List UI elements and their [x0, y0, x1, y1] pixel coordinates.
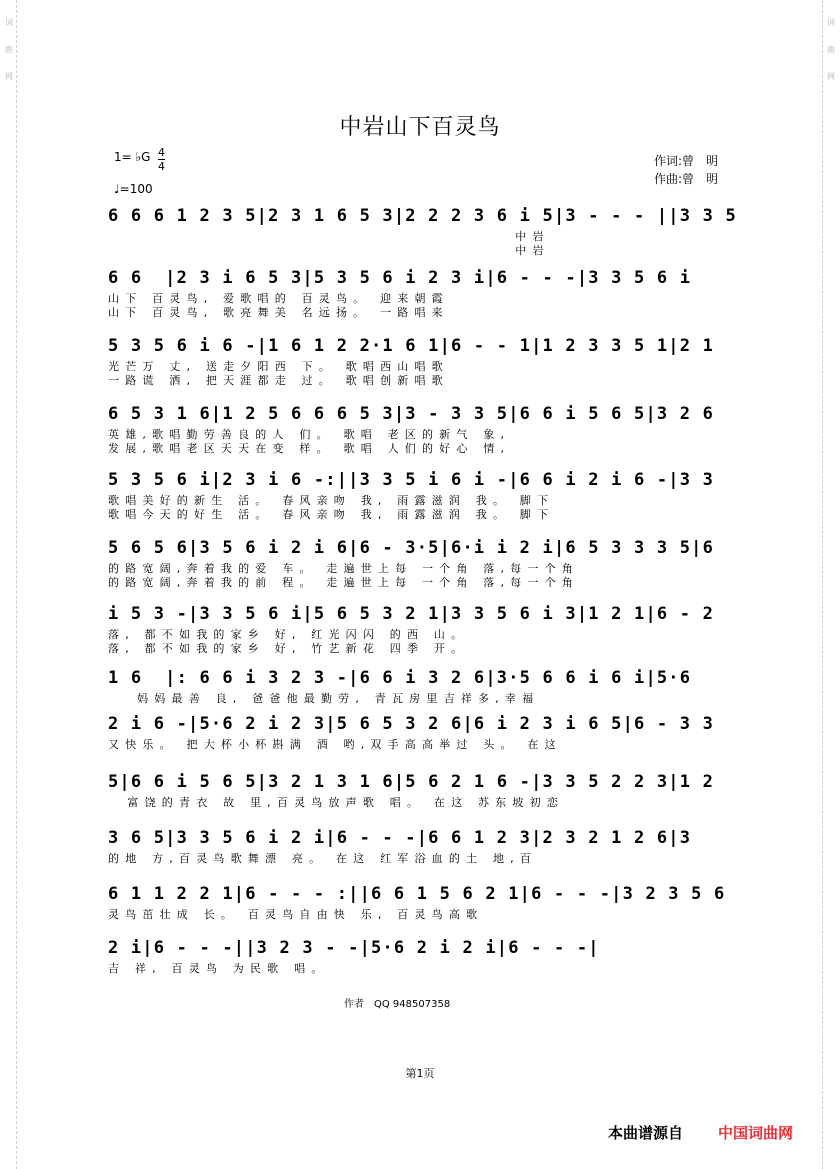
- score-row: [108, 336, 748, 400]
- site-name: 中国词曲网: [718, 1124, 794, 1142]
- score-row: [108, 206, 748, 270]
- notation-line: 3 6 5|3 3 5 6 i 2 i|6 - - -|6 6 1 2 3|2 3 2 1 2 6|3: [108, 828, 692, 848]
- score-row: [108, 714, 748, 778]
- watermark-char: 网: [827, 72, 835, 81]
- notation-line: 5 3 5 6 i|2 3 i 6 -:||3 3 5 i 6 i -|6 6 i 2 i 6 -|3 3: [108, 470, 715, 490]
- lyric-line-2: 发展,歌唱老区天天在变 样。 歌唱 人们的好心 情,: [108, 442, 511, 455]
- notation-line: 6 6 6 1 2 3 5|2 3 1 6 5 3|2 2 2 3 6 i 5|3 - - - ||3 3 5: [108, 206, 737, 226]
- notation-line: i 5 3 -|3 3 5 6 i|5 6 5 3 2 1|3 3 5 6 i 3|1 2 1|6 - 2: [108, 604, 715, 624]
- notation-line: 6 5 3 1 6|1 2 5 6 6 6 5 3|3 - 3 3 5|6 6 i 5 6 5|3 2 6: [108, 404, 715, 424]
- time-signature-top: 4: [158, 146, 165, 159]
- lyric-line-2: 的路宽阔,奔着我的前 程。 走遍世上每 一个角 落,每一个角: [108, 576, 579, 589]
- lyric-line-2: 落, 都不如我的家乡 好, 竹艺新花 四季 开。: [108, 642, 469, 655]
- lyric-line-2: [108, 922, 748, 936]
- notation-line: 2 i 6 -|5·6 2 i 2 3|5 6 5 3 2 6|6 i 2 3 i 6 5|6 - 3 3: [108, 714, 715, 734]
- lyric-line-2: [108, 752, 748, 766]
- watermark-char: 曲: [5, 45, 13, 54]
- page-number: 第1页: [405, 1067, 435, 1080]
- lyric-line-2: 中岩: [108, 244, 550, 257]
- song-title: 中岩山下百灵鸟: [339, 115, 501, 140]
- notation-line: 1 6 |: 6 6 i 3 2 3 -|6 6 i 3 2 6|3·5 6 6 i 6 i|5·6: [108, 668, 692, 688]
- left-watermark: [2, 0, 16, 1169]
- composer-credit: 作曲:曾 明: [654, 172, 719, 186]
- notation-line: 5|6 6 i 5 6 5|3 2 1 3 1 6|5 6 2 1 6 -|3 3 5 2 2 3|1 2: [108, 772, 715, 792]
- time-signature: [158, 146, 165, 173]
- watermark-char: 词: [827, 18, 835, 27]
- right-margin-line: [822, 0, 823, 1169]
- notation-line: 5 3 5 6 i 6 -|1 6 1 2 2·1 6 1|6 - - 1|1 2 3 3 5 1|2 1: [108, 336, 715, 356]
- lyric-line-1: 灵鸟茁壮成 长。 百灵鸟自由快 乐, 百灵鸟高歌: [108, 908, 484, 921]
- score-row: [108, 538, 748, 602]
- lyric-line-2: [108, 810, 748, 824]
- score-row: [108, 470, 748, 534]
- watermark-char: 网: [5, 72, 13, 81]
- key-signature: 1= ♭G: [114, 150, 151, 164]
- notation-line: 6 6 |2 3 i 6 5 3|5 3 5 6 i 2 3 i|6 - - -|3 3 5 6 i: [108, 268, 692, 288]
- lyric-line-1: 吉 祥, 百灵鸟 为民歌 唱。: [108, 962, 329, 975]
- lyric-line-1: 又快乐。 把大杯小杯斟满 酒 哟,双手高高举过 头。 在这: [108, 738, 562, 751]
- lyricist-credit: 作词:曾 明: [654, 154, 719, 168]
- author-contact: 作者 QQ 948507358: [344, 999, 451, 1010]
- lyric-line-2: 歌唱今天的好生 活。 春风亲吻 我, 雨露滋润 我。 脚下: [108, 508, 555, 521]
- tempo-marking: ♩=100: [114, 182, 153, 196]
- lyric-line-2: [108, 976, 748, 990]
- lyric-line-2: 山下 百灵鸟, 歌亮舞美 名远扬。 一路唱来: [108, 306, 449, 319]
- lyric-line-1: 的路宽阔,奔着我的爱 车。 走遍世上每 一个角 落,每一个角: [108, 562, 579, 575]
- lyric-line-2: [108, 866, 748, 880]
- score-row: [108, 604, 748, 668]
- lyric-line-1: 光芒万 丈, 送走夕阳西 下。 歌唱西山唱歌: [108, 360, 449, 373]
- lyric-line-1: 山下 百灵鸟, 爱歌唱的 百灵鸟。 迎来朝霞: [108, 292, 449, 305]
- lyric-line-1: 歌唱美好的新生 活。 春风亲吻 我, 雨露滋润 我。 脚下: [108, 494, 555, 507]
- watermark-char: 词: [5, 18, 13, 27]
- lyric-line-1: 妈妈最善 良, 爸爸他最勤劳, 青瓦房里吉祥多,幸福: [108, 692, 540, 705]
- source-label: 本曲谱源自: [608, 1124, 684, 1142]
- score-row: [108, 828, 748, 892]
- score-row: [108, 938, 748, 1002]
- lyric-line-1: 富饶的青衣 故 里,百灵鸟放声歌 唱。 在这 苏东坡初恋: [108, 796, 564, 809]
- score-row: [108, 772, 748, 836]
- left-margin-line: [16, 0, 17, 1169]
- watermark-char: 曲: [827, 45, 835, 54]
- score-row: [108, 268, 748, 332]
- lyric-line-2: 一路谎 洒, 把天涯都走 过。 歌唱创新唱歌: [108, 374, 449, 387]
- notation-line: 5 6 5 6|3 5 6 i 2 i 6|6 - 3·5|6·i i 2 i|6 5 3 3 3 5|6: [108, 538, 715, 558]
- notation-line: 2 i|6 - - -||3 2 3 - -|5·6 2 i 2 i|6 - - -|: [108, 938, 600, 958]
- lyric-line-1: 中岩: [108, 230, 550, 243]
- score-row: [108, 404, 748, 468]
- lyric-line-1: 的地 方,百灵鸟歌舞漂 亮。 在这 红军浴血的土 地,百: [108, 852, 538, 865]
- lyric-line-1: 英雄,歌唱勤劳善良的人 们。 歌唱 老区的新气 象,: [108, 428, 511, 441]
- notation-line: 6 1 1 2 2 1|6 - - - :||6 6 1 5 6 2 1|6 - - -|3 2 3 5 6: [108, 884, 726, 904]
- right-watermark: [824, 0, 838, 1169]
- time-signature-bottom: 4: [158, 160, 165, 173]
- lyric-line-1: 落, 都不如我的家乡 好, 红光闪闪 的西 山。: [108, 628, 469, 641]
